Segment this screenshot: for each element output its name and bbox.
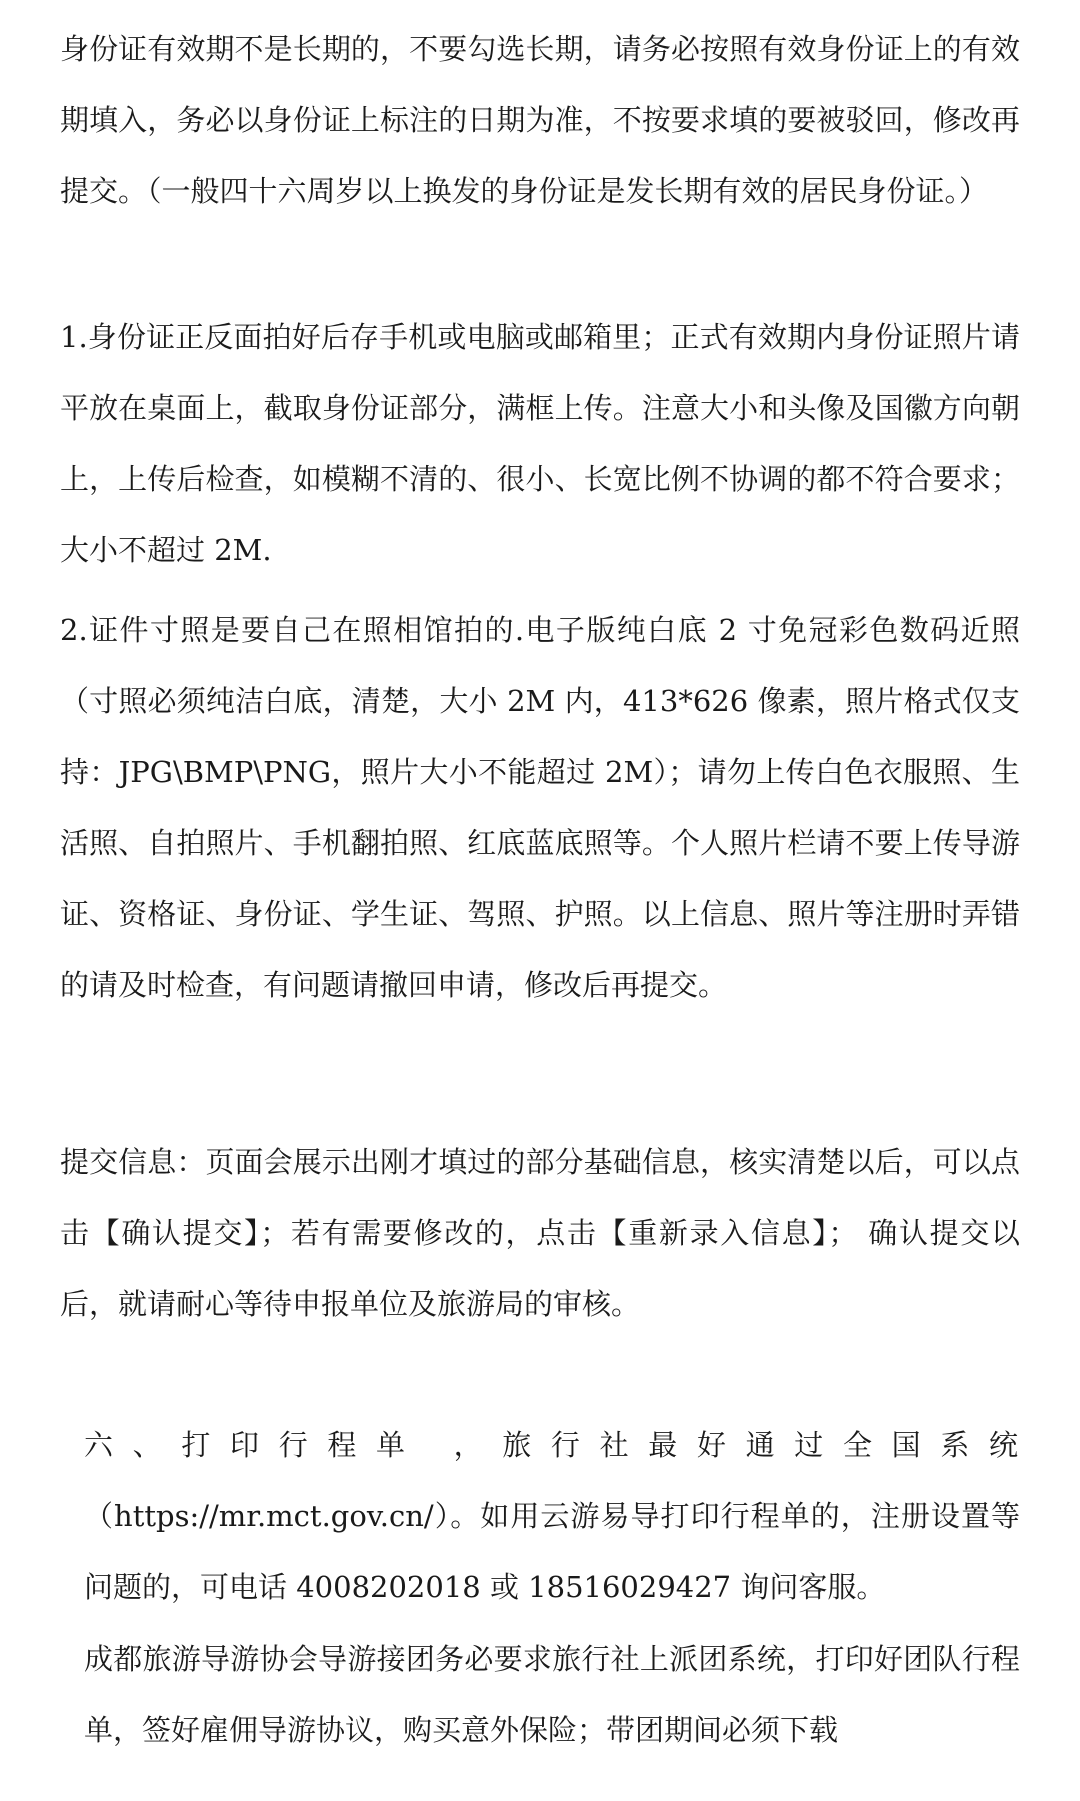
id-card-photo-paragraph: 1.身份证正反面拍好后存手机或电脑或邮箱里；正式有效期内身份证照片请平放在桌面上，截取身份证部分，满框上传。注意大小和头像及国徽方向朝上，上传后检查，如模糊不清的、很小、长宽比例不协调的都不符合要求；大小不超过 2M. bbox=[60, 320, 1020, 567]
section-6-body: （https://mr.mct.gov.cn/）。如用云游易导打印行程单的，注册设置等问题的，可电话 4008202018 或 18516029427 询问客服。 bbox=[84, 1499, 1020, 1604]
id-validity-paragraph: 身份证有效期不是长期的，不要勾选长期，请务必按照有效身份证上的有效期填入，务必以身份证上标注的日期为准，不按要求填的要被驳回，修改再提交。（一般四十六周岁以上换发的身份证是发长期有效的居民身份证。） bbox=[60, 32, 1020, 208]
submit-info-paragraph: 提交信息：页面会展示出刚才填过的部分基础信息，核实清楚以后，可以点击【确认提交】；若有需要修改的，点击【重新录入信息】； 确认提交以后，就请耐心等待申报单位及旅游局的审核。 bbox=[60, 1145, 1020, 1321]
portrait-photo-paragraph: 2.证件寸照是要自己在照相馆拍的.电子版纯白底 2 寸免冠彩色数码近照（寸照必须纯洁白底，清楚，大小 2M 内，413*626 像素，照片格式仅支持：JPG\BMP\PNG，照片大小不能超过 2M）；请勿上传白色衣服照、生活照、自拍照片、手机翻拍照、红底蓝底照等。个人照片栏请不要上传导游证、资格证、身份证、学生证、驾照、护照。以上信息、照片等注册时弄错的请及时检查，有问题请撤回申请，修改后再提交。 bbox=[60, 613, 1020, 1002]
section-6-paragraph bbox=[84, 1410, 1020, 1623]
chengdu-guide-paragraph: 成都旅游导游协会导游接团务必要求旅行社上派团系统，打印好团队行程单，签好雇佣导游协议，购买意外保险；带团期间必须下载 bbox=[84, 1642, 1020, 1747]
section-6-heading: 六、打印行程单 ，旅行社最好通过全国系统 bbox=[84, 1428, 1020, 1462]
